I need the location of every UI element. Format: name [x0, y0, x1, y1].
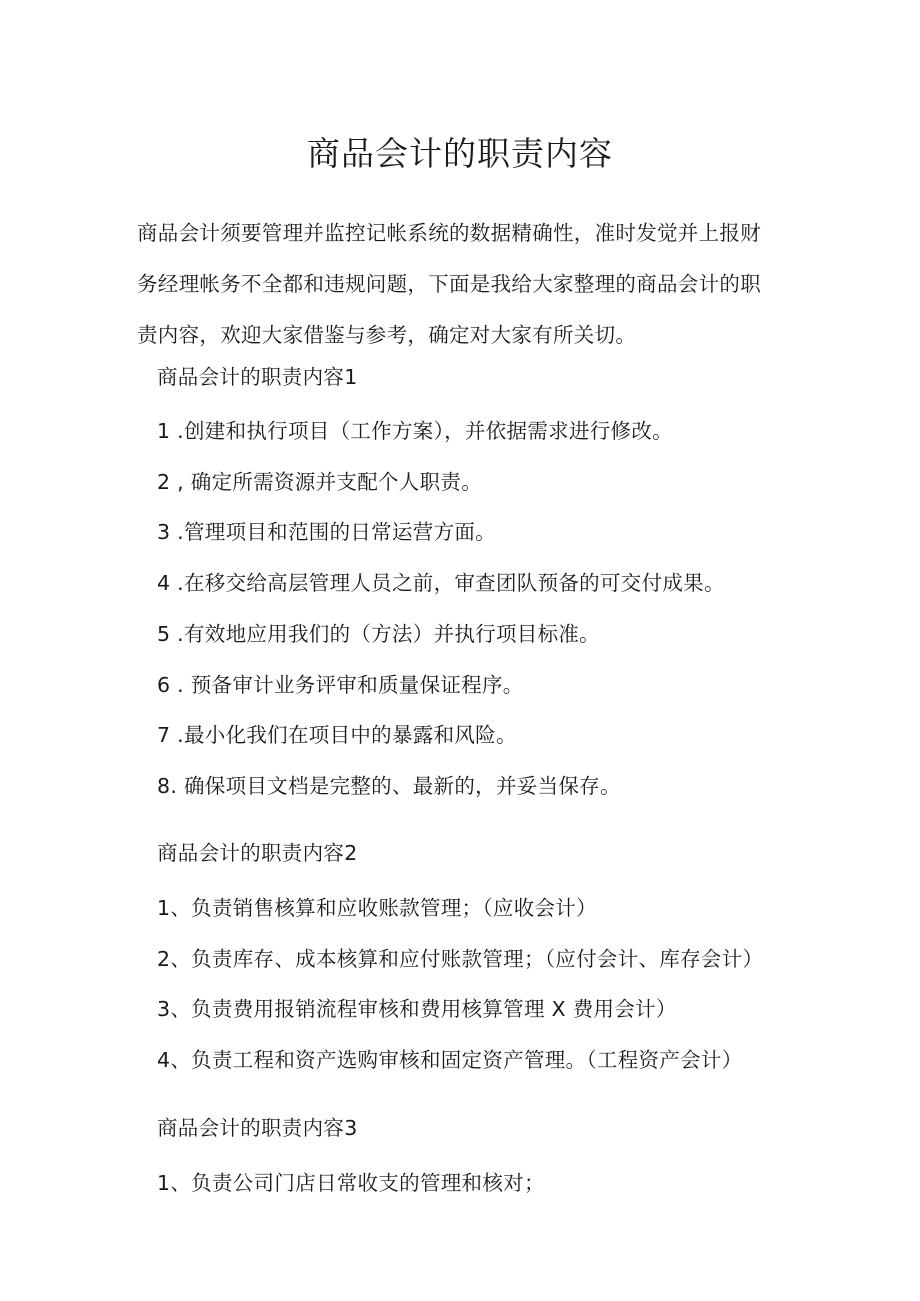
list-item: 6 . 预备审计业务评审和质量保证程序。 [157, 673, 524, 697]
section-heading-3: 商品会计的职责内容3 [157, 1116, 358, 1140]
list-item: 3、负责费用报销流程审核和费用核算管理 X 费用会计） [157, 997, 677, 1021]
list-item: 1、负责销售核算和应收账款管理；（应收会计） [157, 896, 597, 920]
list-item: 3 .管理项目和范围的日常运营方面。 [157, 520, 496, 544]
intro-paragraph: 商品会计须要管理并监控记帐系统的数据精确性，准时发觉并上报财务经理帐务不全都和违规问题，下面是我给大家整理的商品会计的职责内容，欢迎大家借鉴与参考，确定对大家有所关切。 [137, 221, 761, 347]
list-item: 7 .最小化我们在项目中的暴露和风险。 [157, 723, 517, 747]
section-heading-1: 商品会计的职责内容1 [157, 365, 358, 389]
list-item: 4 .在移交给高层管理人员之前，审查团队预备的可交付成果。 [157, 571, 725, 595]
list-item: 8. 确保项目文档是完整的、最新的，并妥当保存。 [157, 774, 621, 798]
list-item: 5 .有效地应用我们的（方法）并执行项目标准。 [157, 622, 600, 646]
document-title: 商品会计的职责内容 [307, 134, 613, 173]
list-item: 4、负责工程和资产选购审核和固定资产管理。（工程资产会计） [157, 1048, 743, 1072]
section-heading-2: 商品会计的职责内容2 [157, 841, 358, 865]
list-item: 1 .创建和执行项目（工作方案），并依据需求进行修改。 [157, 419, 673, 443]
list-item: 2、负责库存、成本核算和应付账款管理；（应付会计、库存会计） [157, 947, 764, 971]
list-item: 2 , 确定所需资源并支配个人职责。 [157, 470, 482, 494]
list-item: 1、负责公司门店日常收支的管理和核对； [157, 1171, 545, 1195]
